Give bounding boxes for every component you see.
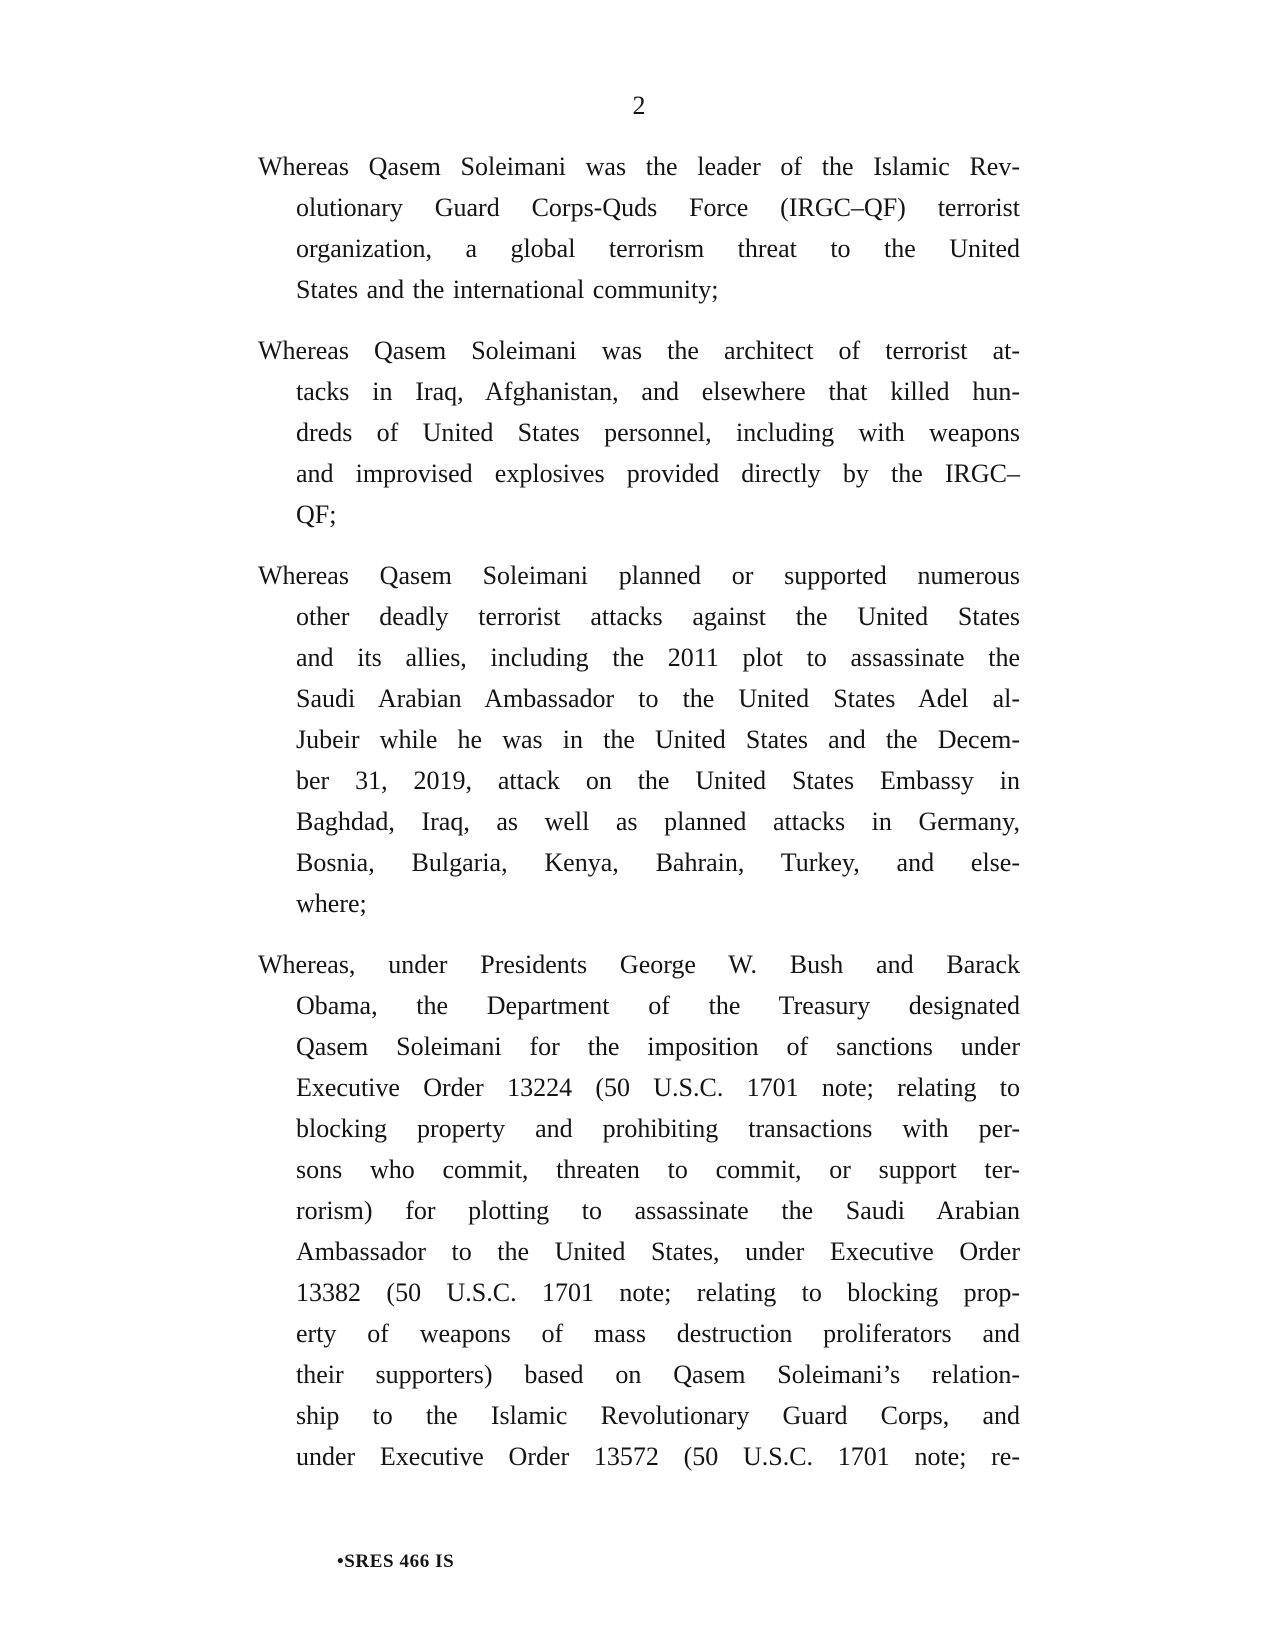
text-line: their supporters) based on Qasem Soleimani’s relation- [296, 1360, 1020, 1389]
text-line: Ambassador to the United States, under Executive Order [296, 1237, 1020, 1266]
text-line: under Executive Order 13572 (50 U.S.C. 1701 note; re- [296, 1442, 1020, 1471]
text-line: organization, a global terrorism threat to the United [296, 234, 1020, 263]
whereas-clause-2 [258, 330, 1020, 535]
text-line: ship to the Islamic Revolutionary Guard Corps, and [296, 1401, 1020, 1430]
footer-doc-id: •SRES 466 IS [337, 1551, 455, 1572]
text-line: 13382 (50 U.S.C. 1701 note; relating to blocking prop- [296, 1278, 1020, 1307]
text-line: olutionary Guard Corps-Quds Force (IRGC–QF) terrorist [296, 193, 1020, 222]
text-line: and improvised explosives provided directly by the IRGC– [296, 459, 1020, 488]
text-line: Jubeir while he was in the United States and the Decem- [296, 725, 1020, 754]
text-line: Whereas Qasem Soleimani was the architect of terrorist at- [258, 336, 1020, 365]
page-number: 2 [632, 91, 646, 120]
text-line: rorism) for plotting to assassinate the Saudi Arabian [296, 1196, 1020, 1225]
document-body [258, 146, 1020, 1497]
text-line: dreds of United States personnel, including with weapons [296, 418, 1020, 447]
text-line: erty of weapons of mass destruction proliferators and [296, 1319, 1020, 1348]
text-line: sons who commit, threaten to commit, or support ter- [296, 1155, 1020, 1184]
whereas-clause-3 [258, 555, 1020, 924]
text-line: ber 31, 2019, attack on the United States Embassy in [296, 766, 1020, 795]
text-line: tacks in Iraq, Afghanistan, and elsewhere that killed hun- [296, 377, 1020, 406]
text-line: where; [296, 889, 367, 918]
whereas-clause-4 [258, 944, 1020, 1477]
text-line: other deadly terrorist attacks against the United States [296, 602, 1020, 631]
text-line: States and the international community; [296, 275, 719, 304]
text-line: Obama, the Department of the Treasury designated [296, 991, 1020, 1020]
text-line: and its allies, including the 2011 plot to assassinate the [296, 643, 1020, 672]
text-line: Qasem Soleimani for the imposition of sanctions under [296, 1032, 1020, 1061]
text-line: Whereas Qasem Soleimani was the leader of the Islamic Rev- [258, 152, 1020, 181]
text-line: Whereas, under Presidents George W. Bush and Barack [258, 950, 1020, 979]
text-line: blocking property and prohibiting transactions with per- [296, 1114, 1020, 1143]
text-line: Bosnia, Bulgaria, Kenya, Bahrain, Turkey, and else- [296, 848, 1020, 877]
whereas-clause-1 [258, 146, 1020, 310]
text-line: Whereas Qasem Soleimani planned or supported numerous [258, 561, 1020, 590]
text-line: Saudi Arabian Ambassador to the United States Adel al- [296, 684, 1020, 713]
text-line: Baghdad, Iraq, as well as planned attacks in Germany, [296, 807, 1020, 836]
text-line: QF; [296, 500, 337, 529]
text-line: Executive Order 13224 (50 U.S.C. 1701 note; relating to [296, 1073, 1020, 1102]
